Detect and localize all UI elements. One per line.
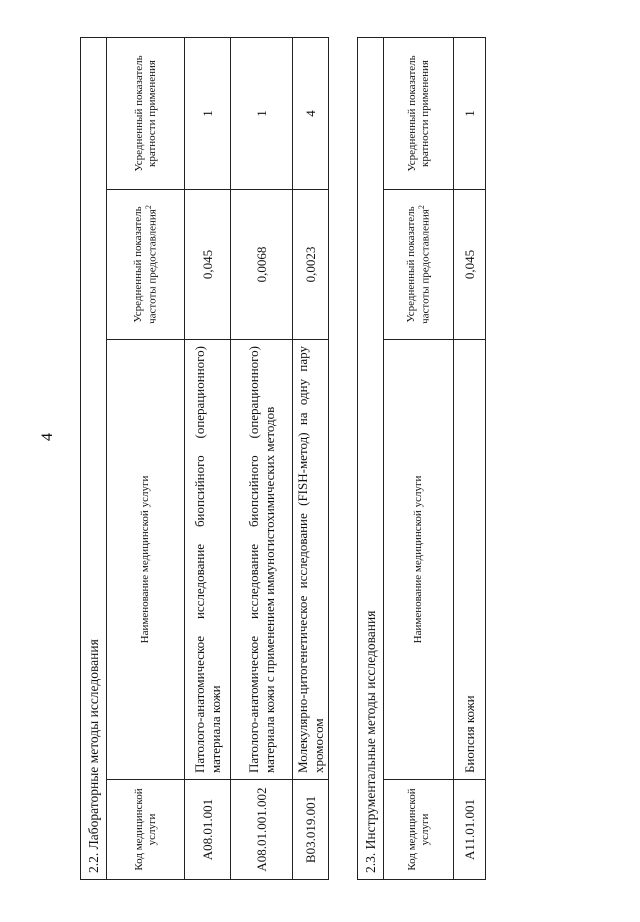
lab-methods-section — [80, 38, 325, 880]
frequency-value: 0,0068 — [231, 190, 293, 340]
multiplicity-value: 1 — [231, 37, 293, 189]
frequency-value: 0,045 — [185, 190, 231, 340]
table-row — [231, 37, 293, 879]
header-frequency: Усредненный показатель частоты предоставления$^2$ — [384, 190, 454, 340]
service-code: A11.01.001 — [454, 780, 486, 880]
page-number: 4 — [39, 433, 56, 441]
table-row — [293, 37, 329, 879]
section-title: 2.3. Инструментальные методы исследования — [358, 37, 384, 879]
service-name: Молекулярно-цитогенетическое исследование (FISH-метод) на одну пару хромосом — [293, 340, 329, 780]
header-code: Код медицинской услуги — [384, 780, 454, 880]
service-code: B03.019.001 — [293, 780, 329, 880]
header-multiplicity: Усредненный показатель кратности применения — [384, 37, 454, 189]
multiplicity-value: 1 — [454, 37, 486, 189]
service-name: Патолого-анатомическое исследование биопсийного (операционного) материала кожи с применением иммуногистохимических методов — [231, 340, 293, 780]
table-row — [454, 37, 486, 879]
service-name: Биопсия кожи — [454, 340, 486, 780]
header-name: Наименование медицинской услуги — [107, 340, 185, 780]
table-row — [185, 37, 231, 879]
header-multiplicity: Усредненный показатель кратности применения — [107, 37, 185, 189]
service-code: A08.01.001 — [185, 780, 231, 880]
header-code: Код медицинской услуги — [107, 780, 185, 880]
multiplicity-value: 4 — [293, 37, 329, 189]
multiplicity-value: 1 — [185, 37, 231, 189]
instrumental-methods-section — [357, 38, 485, 880]
instrumental-methods-table — [357, 37, 486, 880]
header-name: Наименование медицинской услуги — [384, 340, 454, 780]
frequency-value: 0,0023 — [293, 190, 329, 340]
frequency-value: 0,045 — [454, 190, 486, 340]
service-code: A08.01.001.002 — [231, 780, 293, 880]
header-frequency: Усредненный показатель частоты предоставления$^2$ — [107, 190, 185, 340]
lab-methods-table — [80, 37, 329, 880]
section-title: 2.2. Лабораторные методы исследования — [81, 37, 107, 879]
service-name: Патолого-анатомическое исследование биопсийного (операционного) материала кожи — [185, 340, 231, 780]
